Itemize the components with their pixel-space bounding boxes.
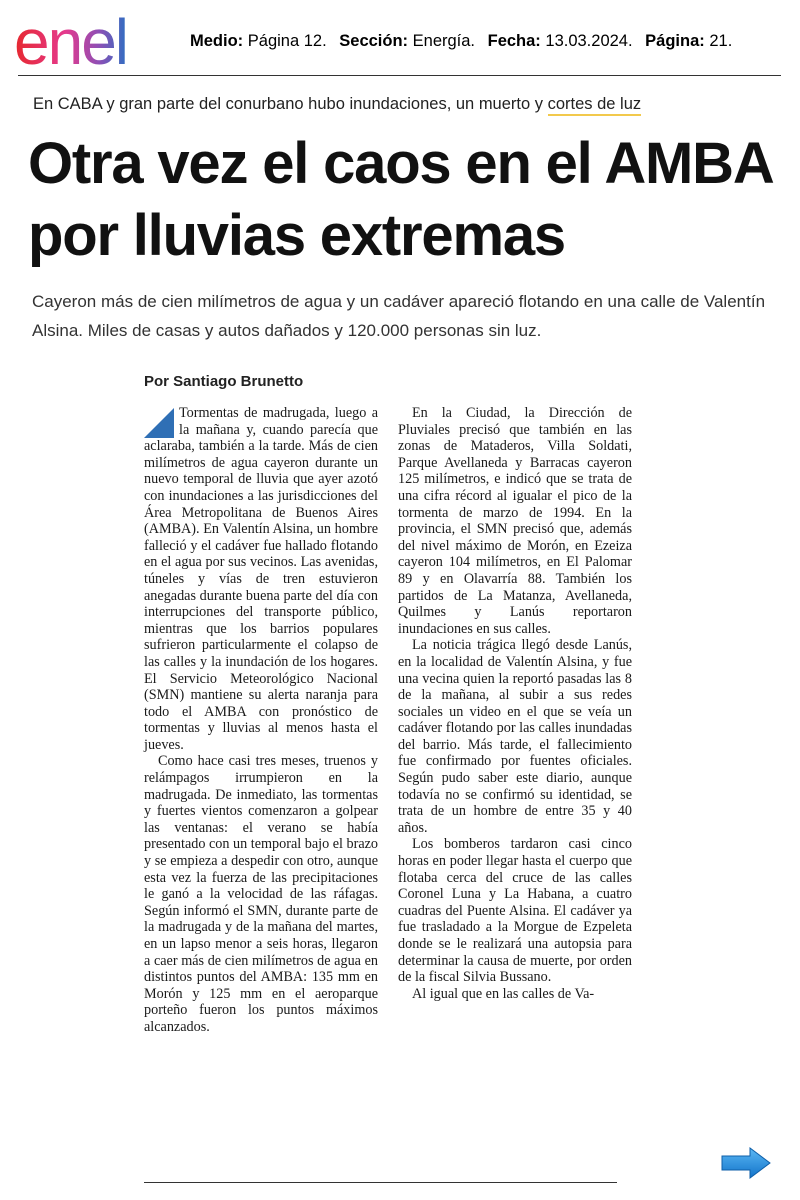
article-byline: Por Santiago Brunetto [144, 373, 304, 390]
paragraph: Tormentas de madrugada, luego a la mañana y, cuando parecía que aclaraba, también a la tarde. Más de cien milímetros de agua cayeron durante un nuevo temporal de lluvia que ayer azotó con inundaciones a las jurisdicciones del Área Metropolitana de Buenos Aires (AMBA). En Valentín Alsina, un hombre falleció y el cadáver fue hallado flotando en el agua por sus vecinos. Las avenidas, túneles y vías de tren estuvieron anegadas durante buena parte del día con interrupciones del transporte público, mientras que los barrios populares sufrieron particularmente el colapso de las calles y la inundación de los hogares. El Servicio Meteorológico Nacional (SMN) mantiene su alerta naranja para todo el AMBA con pronóstico de tormentas y lluvias al menos hasta el jueves. [144, 405, 378, 753]
press-clipping-meta [190, 32, 732, 51]
pagina-value: 21. [709, 32, 733, 50]
next-page-arrow-icon[interactable] [720, 1146, 772, 1180]
medio-label: Medio: [190, 32, 244, 50]
kicker-highlight: cortes de luz [548, 95, 642, 116]
article-headline: Otra vez el caos en el AMBA por lluvias extremas [28, 131, 772, 268]
paragraph: Al igual que en las calles de Va- [412, 985, 595, 1002]
article-deck: Cayeron más de cien milímetros de agua y un cadáver apareció flotando en una calle de Valentín Alsina. Miles de casas y autos dañados y 120.000 personas sin luz. [32, 292, 766, 340]
seccion-label: Sección: [339, 32, 409, 50]
paragraph: Los bomberos tardaron casi cinco horas en poder llegar hasta el cuerpo que flotaba cerca del cruce de las calles Coronel Luna y La Habana, a cuatro cuadras del Puente Alsina. El cadáver ya fue trasladado a la Morgue de Ezpeleta donde se le realizará una autopsia para determinar la causa de muerte, por orden de la fiscal Silvia Bussano. [398, 836, 632, 986]
seccion-value: Energía. [412, 32, 476, 50]
dropcap-triangle-icon [144, 408, 174, 438]
medio-value: Página 12. [247, 32, 327, 50]
logo-text: enel [14, 8, 127, 70]
header-divider [18, 75, 781, 76]
fecha-value: 13.03.2024. [545, 32, 633, 50]
article-column-1 [144, 405, 378, 1036]
paragraph: Como hace casi tres meses, truenos y relámpagos irrumpieron en la madrugada. De inmediato, las tormentas y fuertes vientos comenzaron a golpear las ventanas: el verano se había presentado con un temporal bajo el brazo y se empieza a despedir con otro, aunque esta vez la fuerza de las precipitaciones le ganó a la velocidad de las ráfagas. Según informó el SMN, durante parte de la madrugada y de la mañana del martes, en un lapso menor a seis horas, llegaron a caer más de cien milímetros de agua en distintos puntos del AMBA: 135 mm en Morón y 125 mm en el aeroparque porteño fueron los puntos máximos alcanzados. [144, 753, 379, 1035]
footer-divider [144, 1182, 617, 1183]
fecha-label: Fecha: [487, 32, 541, 50]
paragraph: En la Ciudad, la Dirección de Pluviales precisó que también en las zonas de Mataderos, Villa Soldati, Parque Avellaneda y Barracas cayeron 125 milímetros, e indicó que se trata de una cifra récord al igualar el pico de la tormenta de marzo de 1994. En la provincia, el SMN precisó que, además del nivel máximo de Morón, en Ezeiza cayeron 104 milímetros, en El Palomar 89 y en Olavarría 88. También los partidos de La Matanza, Avellaneda, Quilmes y Lanús reportaron inundaciones en sus calles. [398, 405, 632, 637]
kicker-text: En CABA y gran parte del conurbano hubo inundaciones, un muerto y [33, 95, 548, 113]
article-column-2 [398, 405, 632, 1002]
paragraph: La noticia trágica llegó desde Lanús, en la localidad de Valentín Alsina, y fue una vecina quien la reportó pasadas las 8 de la mañana, al subir a sus redes sociales un video en el que se veía un cadáver flotando por las calles inundadas del barrio. Más tarde, el fallecimiento fue confirmado por fuentes oficiales. Según pudo saber este diario, aunque todavía no se confirmó su identidad, se trata de un hombre de entre 35 y 40 años. [398, 637, 632, 836]
enel-logo [14, 8, 179, 70]
pagina-label: Página: [645, 32, 705, 50]
article-kicker [33, 95, 641, 114]
